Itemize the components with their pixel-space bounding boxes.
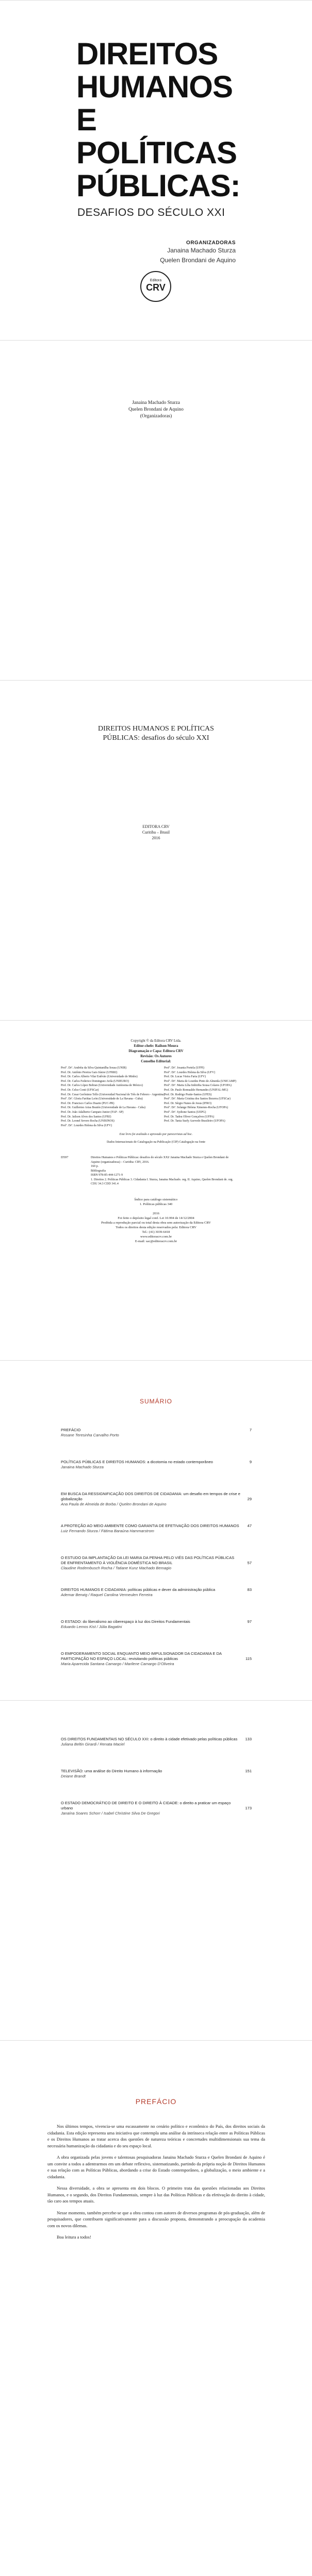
- preface-paragraph: A obra organizada pelas jovens e talentosas pesquisadoras Janaina Machado Sturza e Quelen Brondani de Aquino é um convite a todos a adentrarmos em um debate reflexivo, sistematizando, partindo da própria noção de Direitos Humanos e sua relação com as Políticas Públicas, abordando a crise do Estado contemporâneo, a globalização, o meio ambiente e a cidadania.: [47, 2155, 265, 2179]
- toc-row: [61, 1555, 252, 1566]
- toc-entry-author: Ademar Berwig / Raquel Carolina Vermeulen Ferreira: [61, 1592, 153, 1597]
- board-member: Prof. Dr. Lucas Vieira Faria (UFV): [164, 1075, 206, 1079]
- rights-line: Proibida a reprodução parcial ou total desta obra sem autorização da Editora CRV: [101, 1221, 211, 1225]
- credit-line: Editor-chefe: Railson Moura: [134, 1044, 178, 1048]
- board-member: Prof. Dr. Francisco Carlos Duarte (PUC-PR): [61, 1101, 114, 1105]
- toc-entry: [61, 1651, 252, 1667]
- toc-entry: [61, 1460, 252, 1470]
- toc-entry-author: Deiane Brandt: [61, 1774, 86, 1778]
- toc-entry-title: O ESTADO DEMOCRÁTICO DE DIREITO E O DIREITO À CIDADE: o direito a praticar um espaço urbano: [61, 1801, 231, 1810]
- title-page: [0, 680, 312, 1020]
- board-member: Prof. Dr. Rodrigo Pratte-Santos (UFES): [164, 1093, 212, 1096]
- preface-title: PREFÁCIO: [135, 2097, 177, 2106]
- cover-title-line: PÚBLICAS:: [76, 168, 240, 203]
- toc-entry: [61, 1555, 252, 1571]
- publisher-name: EDITORA CRV: [142, 824, 170, 829]
- board-member: Prof. Dr. Paulo Romualdo Hernandes (UNIFAL-MG): [164, 1088, 228, 1092]
- half-title-role: (Organizadoras): [140, 414, 172, 419]
- board-member: Prof. Dr. Carlos Alberto Vilar Estêvão (Universidade do Minho): [61, 1075, 138, 1079]
- toc-row: [61, 1769, 252, 1774]
- rights-line: www.editoracrv.com.br: [140, 1235, 172, 1239]
- toc-entry-author: Janaína Soares Schorr / Isabel Christine Silva De Gregori: [61, 1811, 160, 1816]
- board-right-column: [164, 1066, 236, 1124]
- toc-entry-author: Maria Aparecida Santana Camargo / Marilene Camargo D'Oliveira: [61, 1662, 174, 1666]
- publisher-logo: [140, 271, 171, 302]
- toc-entry-page: 133: [245, 1737, 252, 1741]
- toc-entry-title: EM BUSCA DA RESSIGNIFICAÇÃO DOS DIREITOS DE CIDADANIA: um desafio em tempos de crise e globalização: [61, 1492, 240, 1501]
- cover-title-line: DIREITOS: [76, 37, 218, 71]
- index-line: 1. Políticas públicas 340: [139, 1202, 173, 1206]
- toc-entry-title: OS DIREITOS FUNDAMENTAIS NO SÉCULO XXI: o direito à cidade efetivado pelas políticas públicas: [61, 1737, 238, 1741]
- board-member: Prof. Dr. Tadeu Oliver Gonçalves (UFPA): [164, 1115, 215, 1118]
- toc-entry-title: O EMPODERAMENTO SOCIAL ENQUANTO MEIO IMPULSIONADOR DA CIDADANIA E DA PARTICIPAÇÃO NO ESPAÇO LOCAL: revisitando políticas públicas: [61, 1651, 222, 1661]
- board-member: Prof. Dr. Sérgio Nunes de Jesus (IFRO): [164, 1101, 211, 1105]
- cip-line: ISBN 978-85-444-1271-9: [91, 1174, 123, 1177]
- board-member: Prof. Dr. Carlos Federico Dominguez Avila (UNIEURO): [61, 1079, 129, 1083]
- cover-organizers: [160, 240, 236, 265]
- preface-body: [47, 2123, 265, 2246]
- toc-row: [61, 1619, 252, 1624]
- rights-line: E-mail: sac@editoracrv.com.br: [135, 1240, 177, 1243]
- toc-row: [61, 1651, 252, 1662]
- toc-row: [61, 1737, 252, 1742]
- preface-paragraph: Nessa diversidade, a obra se apresenta em dois blocos. O primeiro trata das questões relacionadas aos Direitos Humanos, e o segundo, dos Direitos Fundamentais, sempre à luz das Políticas Públicas e da efetivação do direito à cidade, tão caro aos tempos atuais.: [47, 2185, 265, 2204]
- toc-row: [61, 1428, 252, 1433]
- toc-entry-author: Eduardo Lemos Kist / Júlia Bagatini: [61, 1624, 122, 1629]
- cover-title: [76, 38, 240, 202]
- cip-block: [91, 1156, 238, 1187]
- organizer-name: Quelen Brondani de Aquino: [160, 257, 236, 264]
- toc-entry-page: 57: [247, 1561, 252, 1565]
- preface-paragraph: Boa leitura a todos!: [57, 2234, 91, 2240]
- title-page-title: DIREITOS HUMANOS E POLÍTICAS PÚBLICAS: desafios do século XXI: [98, 725, 214, 742]
- toc-entry-author: Juliana Beltin Girardi / Renata Maciel: [61, 1742, 125, 1747]
- board-member: Profª. Drª. Solange Helena Ximenes-Rocha (UFOPA): [164, 1106, 228, 1110]
- publisher-city: Curitiba – Brasil: [142, 830, 170, 835]
- board-member: Prof. Dr. Celso Conti (UFSCar): [61, 1088, 99, 1092]
- toc-row: [61, 1587, 252, 1592]
- toc-entry-author: Ana Paula de Almeida de Borba / Quelen Brondani de Aquino: [61, 1502, 167, 1506]
- toc-entry-page: 29: [247, 1497, 252, 1501]
- board-member: Prof. Dr. Jailson Alves dos Santos (UFRJ): [61, 1115, 111, 1118]
- board-member: Profª. Drª. Andréia da Silva Quintanilha Sousa (UNIR): [61, 1066, 127, 1070]
- toc-entry-title: POLÍTICAS PÚBLICAS E DIREITOS HUMANOS: a dicotomia no estado contemporâneo: [61, 1460, 213, 1464]
- board-member: Prof. Dr. Leonel Severo Rocha (UNISINOS): [61, 1120, 114, 1123]
- toc-entry: [61, 1801, 252, 1816]
- board-member: Prof. Dr. Guillermo Arias Beatón (Universidade de La Havana - Cuba): [61, 1106, 145, 1110]
- toc-entry-author: Janaina Machado Sturza: [61, 1465, 104, 1469]
- toc-entry: [61, 1587, 252, 1598]
- toc-entry-author: Luiz Fernando Sturza / Fátima Baraúna Hammarstrom: [61, 1529, 154, 1533]
- logo-text-top: Editora: [150, 279, 162, 282]
- board-member: Profª. Drª. Sydione Santos (UEPG): [164, 1110, 206, 1114]
- summary-page-continued: [0, 1700, 312, 2040]
- board-left-column: [61, 1066, 165, 1128]
- toc-entry-title: DIREITOS HUMANOS E CIDADANIA: políticas públicas e dever da administração pública: [61, 1587, 216, 1592]
- board-member: Prof. Dr. Antônio Pereira Gaio Júnior (UFRRJ): [61, 1071, 118, 1074]
- toc-row: [61, 1460, 252, 1465]
- toc-entry-page: 9: [249, 1460, 252, 1464]
- cip-line: CDU 34.3 CDD 341.4: [91, 1182, 119, 1185]
- board-member: Profª. Drª. Maria Lília Imbiriba Sousa Colares (UFOPA): [164, 1084, 232, 1088]
- toc-entry-author: Rosane Teresinha Carvalho Porto: [61, 1433, 119, 1437]
- cover-page: [0, 0, 312, 340]
- summary-title: SUMÁRIO: [139, 1398, 172, 1405]
- cip-line: Direitos Humanos e Políticas Públicas: desafios do século XXI/ Janaina Machado Sturza e Quelen Brondani de Aquino (organizadoras) – Curitiba: CRV, 2016.: [91, 1156, 229, 1164]
- cip-line: 160 p.: [91, 1165, 98, 1168]
- board-member: Profª. Drª. Gloria Fariñas León (Universidade de La Havana - Cuba): [61, 1097, 143, 1101]
- copyright-line: Copyright © da Editora CRV Ltda.: [130, 1039, 182, 1043]
- half-title-page: [0, 340, 312, 680]
- board-member: Profª. Drª. Maria de Lourdes Pinto de Almeida (UNICAMP): [164, 1079, 237, 1083]
- cip-code: D597: [61, 1156, 69, 1159]
- half-title-name: Quelen Brondani de Aquino: [128, 407, 184, 412]
- board-member: Profª. Drª. Maria Cristina dos Santos Bezerra (UFSCar): [164, 1097, 231, 1101]
- rights-line: Foi feito o depósito legal conf. Lei 10.994 de 14/12/2004: [118, 1216, 194, 1220]
- toc-entry: [61, 1428, 252, 1438]
- toc-row: [61, 1492, 252, 1502]
- toc-entry-title: O ESTADO: do liberalismo ao ciberespaço à luz dos Direitos Fundamentais: [61, 1619, 190, 1624]
- toc-entry-page: 7: [249, 1428, 252, 1432]
- preface-page: [0, 2040, 312, 2576]
- toc-row: [61, 1801, 252, 1811]
- preface-paragraph: Nesse momento, também percebe-se que a obra contou com autores de diversos programas de pós-graduação, além de pesquisadores, que contribuem significativamente para a discussão proposta, demonstrando a preocupação da academia com os novos dilemas.: [47, 2210, 265, 2228]
- toc-entry-page: 97: [247, 1619, 252, 1624]
- rights-block: [0, 1211, 312, 1244]
- cover-title-line: POLÍTICAS: [76, 135, 237, 170]
- toc-entry-page: 83: [247, 1587, 252, 1592]
- board-member: Profª. Drª. Josania Portela (UFPI): [164, 1066, 204, 1070]
- toc-entry-title: A PROTEÇÃO AO MEIO AMBIENTE COMO GARANTIA DE EFETIVAÇÃO DOS DIREITOS HUMANOS: [61, 1523, 239, 1528]
- toc-entry-page: 47: [247, 1523, 252, 1528]
- summary-page: [0, 1360, 312, 1700]
- toc-entry-page: 173: [245, 1806, 252, 1810]
- board-member: Prof. Dr. João Adalberto Campato Junior (FAP - SP): [61, 1110, 124, 1114]
- board-member: Prof. Dr. Cesar Gerônimo Tello (Universidad Nacional de Três de Febrero - Argentina): [61, 1093, 165, 1096]
- toc-entry: [61, 1769, 252, 1779]
- index-header: Índice para catálogo sistemático: [134, 1198, 178, 1201]
- toc-entry: [61, 1619, 252, 1630]
- toc-row: [61, 1523, 252, 1529]
- organizer-name: Janaina Machado Sturza: [167, 247, 236, 254]
- logo-text-main: CRV: [146, 282, 166, 293]
- rights-line: Todos os direitos desta edição reservados pela: Editora CRV: [116, 1226, 196, 1229]
- credit-line: Revisão: Os Autores: [140, 1054, 172, 1058]
- cip-line: 1. Direitos 2. Políticas Públicas 3. Cidadania I. Sturza, Janaina Machado. org. II. Aquino, Quelen Brondani de. org.: [91, 1178, 234, 1181]
- reviewer-note: Este livro foi avaliado e aprovado por pareceristas ad hoc.: [119, 1133, 193, 1136]
- toc-entry-page: 151: [245, 1769, 252, 1773]
- organizers-label: ORGANIZADORAS: [186, 240, 236, 246]
- cip-line: Bibliografia: [91, 1169, 106, 1173]
- half-title-name: Janaina Machado Sturza: [132, 400, 180, 405]
- cover-title-line: HUMANOS: [76, 70, 233, 104]
- toc-entry-author: Claudine Rodembusch Rocha / Tatiane Kunz Machado Bemagio: [61, 1566, 172, 1570]
- preface-paragraph: Nos últimos tempos, vivencia-se uma escassamente no cenário político e econômico do País, dos direitos sociais da cidadania. Esta edição representa uma iniciativa que contempla uma análise da intrínseca relação entre as Políticas Públicas e os Direitos Humanos ao tratar acerca dos questões de natureza teóricas e concretudes multidimensionais sua tema da necessária humanização da cidadania e do seu espaço local.: [47, 2124, 265, 2148]
- cover-subtitle: DESAFIOS DO SÉCULO XXI: [77, 207, 225, 218]
- board-member: Profª. Drª. Lourdes Helena da Silva (UFV): [164, 1071, 216, 1074]
- board-member: Prof. Dr. Tania Suely Azevedo Brasileiro (UFOPA): [164, 1120, 225, 1123]
- publication-year: 2016: [152, 836, 160, 840]
- toc-entry: [61, 1523, 252, 1534]
- cover-title-line: E: [76, 103, 97, 137]
- toc-entry-title: O ESTUDO DA IMPLANTAÇÃO DA LEI MARIA DA PENHA PELO VIÉS DAS POLÍTICAS PÚBLICAS DE ENFRENTAMENTO À VIOLÊNCIA DOMÉSTICA NO BRASIL: [61, 1555, 235, 1565]
- toc-entry-page: 115: [245, 1656, 252, 1661]
- credit-line: Conselho Editorial:: [141, 1059, 171, 1063]
- rights-line: 2016: [153, 1212, 159, 1215]
- toc-entry-title: TELEVISÃO: uma análise do Direito Humano à informação: [61, 1769, 162, 1773]
- cip-header: Dados Internacionais de Catalogação na Publicação (CIP) Catalogação na fonte: [106, 1141, 206, 1144]
- toc-entry-title: PREFÁCIO: [61, 1428, 81, 1432]
- toc-entry: [61, 1492, 252, 1507]
- credits-page: [0, 1020, 312, 1360]
- rights-line: Tel.: (41) 3039-6418: [142, 1230, 170, 1234]
- board-member: Profª. Drª. Lourdes Helena da Silva (UFV): [61, 1124, 112, 1127]
- credit-line: Diagramação e Capa: Editora CRV: [128, 1049, 184, 1053]
- toc-entry: [61, 1737, 252, 1747]
- board-member: Prof. Dr. Carlos López Beltran (Universidade Autónoma de México): [61, 1084, 143, 1088]
